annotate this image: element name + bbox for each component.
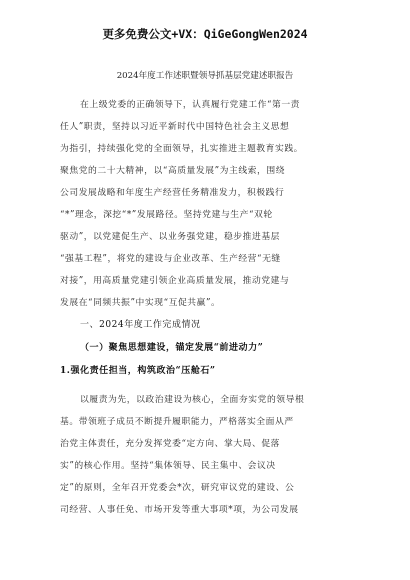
section-heading: 一、2024年度工作完成情况 xyxy=(80,320,201,330)
paragraph-line: 实”的核心作用。坚持“集体领导、民主集中、会议决 xyxy=(60,461,276,471)
paragraph-line: 任人”职责，坚持以习近平新时代中国特色社会主义思想 xyxy=(60,122,290,132)
paragraph-line: 在上级党委的正确领导下，认真履行党建工作“第一责 xyxy=(80,100,301,110)
paragraph-line: 发展在“同频共振”中实现“互促共赢”。 xyxy=(60,298,221,308)
paragraph-line: 司经营、人事任免、市场开发等重大事项*项，为公司发展 xyxy=(60,505,299,515)
paragraph-line: 公司发展战略和年度生产经营任务精准发力，积极践行 xyxy=(60,188,285,198)
paragraph-line: 基。带领班子成员不断提升履职能力，严格落实全面从严 xyxy=(60,417,294,427)
paragraph-line: 驱动”，以党建促生产、以业务强党建，稳步推进基层 xyxy=(60,232,281,242)
paragraph-line: “强基工程”，将党的建设与企业改革、生产经营“无缝 xyxy=(60,254,281,264)
document-title: 2024年度工作述职暨领导抓基层党建述职报告 xyxy=(116,71,294,81)
paragraph-line: 为指引，持续强化党的全面领导，扎实推进主题教育实践。 xyxy=(60,144,304,154)
watermark-header: 更多免费公文+VX：QiGeGongWen2024 xyxy=(102,27,308,41)
paragraph-line: “*”理念，深挖“*”发展路径。坚持党建与生产“双轮 xyxy=(60,210,273,220)
paragraph-line: 以履责为先，以政治建设为核心，全面夯实党的领导根 xyxy=(80,395,305,405)
subsection-heading: （一）聚焦思想建设，锚定发展“前进动力” xyxy=(80,343,264,353)
item-heading: 1.强化责任担当，构筑政治“压舱石” xyxy=(60,366,216,376)
paragraph-line: 聚焦党的二十大精神，以“高质量发展”为主线索，围绕 xyxy=(60,166,286,176)
paragraph-line: 治党主体责任，充分发挥党委“定方向、掌大局、促落 xyxy=(60,439,281,449)
paragraph-line: 定”的原则，全年召开党委会*次，研究审议党的建设、公 xyxy=(60,483,295,493)
paragraph-line: 对接”，用高质量党建引领企业高质量发展，推动党建与 xyxy=(60,276,290,286)
